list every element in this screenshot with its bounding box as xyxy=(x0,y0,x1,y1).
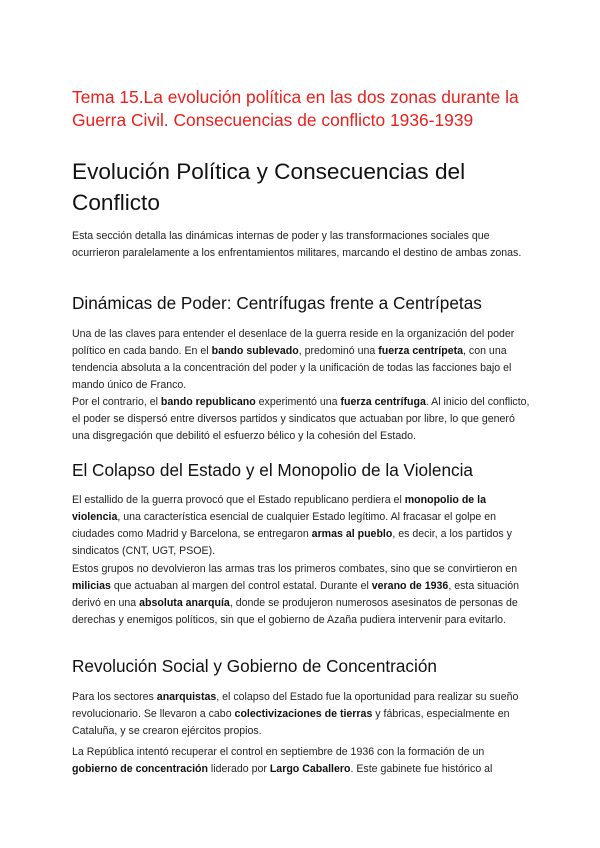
intro-paragraph: Esta sección detalla las dinámicas internas de poder y las transformaciones sociales que ocurrieron paralelamente a los enfrentamientos militares, marcando el destino de ambas zonas. xyxy=(72,230,522,259)
text-run: Una de las claves para entender el desenlace de la guerra reside en la organización del poder político en cada bando. En el xyxy=(72,328,515,357)
text-run: , el colapso del Estado fue la oportunidad para realizar su sueño revolucionario. Se llevaron a cabo xyxy=(72,691,519,720)
text-run: El estallido de la guerra provocó que el Estado republicano perdiera el xyxy=(72,494,405,506)
bold-text: milicias xyxy=(72,580,111,592)
paragraph xyxy=(72,326,532,394)
bold-text: verano de 1936 xyxy=(371,580,449,592)
text-run: , esta situación derivó en una xyxy=(72,580,519,609)
bold-text: bando sublevado xyxy=(211,345,299,357)
text-run: La República intentó recuperar el control en septiembre de 1936 con la formación de un xyxy=(72,746,485,758)
bold-text: bando republicano xyxy=(160,396,256,408)
bold-text: fuerza centrífuga xyxy=(340,396,426,408)
text-run: experimentó una xyxy=(255,396,341,408)
bold-text: monopolio de la violencia xyxy=(72,494,486,523)
paragraph xyxy=(72,561,532,629)
document-title: Tema 15.La evolución política en las dos zonas durante la Guerra Civil. Consecuencias de conflicto 1936-1939 xyxy=(72,87,519,130)
bold-text: Largo Caballero xyxy=(269,763,351,775)
bold-text: gobierno de concentración xyxy=(72,763,208,775)
text-run: , donde se produjeron numerosos asesinatos de personas de derechas y enemigos políticos, sin que el gobierno de Azaña pudiera intervenir para evitarlo. xyxy=(72,597,518,626)
bold-text: armas al pueblo xyxy=(311,528,393,540)
bold-text: colectivizaciones de tierras xyxy=(234,708,373,720)
paragraph xyxy=(72,492,532,560)
bold-text: absoluta anarquía xyxy=(139,597,230,609)
text-run: que actuaban al margen del control estatal. Durante el xyxy=(110,580,372,592)
text-run: , una característica esencial de cualquier Estado legítimo. Al fracasar el golpe en ciudades como Madrid y Barcelona, se entregaron xyxy=(72,511,496,540)
main-heading: Evolución Política y Consecuencias del Conflicto xyxy=(72,159,466,215)
paragraph xyxy=(72,394,532,445)
text-run: . Al inicio del conflicto, el poder se dispersó entre diversos partidos y sindicatos que actuaban por libre, lo que generó una disgregación que debilitó el esfuerzo bélico y la cohesión del Estado. xyxy=(72,396,530,442)
section-heading-estado: El Colapso del Estado y el Monopolio de la Violencia xyxy=(72,460,473,480)
section-heading-revolucion: Revolución Social y Gobierno de Concentración xyxy=(72,656,437,676)
text-run: , predominó una xyxy=(298,345,379,357)
paragraph xyxy=(72,744,532,778)
bold-text: fuerza centrípeta xyxy=(378,345,464,357)
text-run: Por el contrario, el xyxy=(72,396,161,408)
text-run: , con una tendencia absoluta a la concentración del poder y la unificación de todas las facciones bajo el mando único de Franco. xyxy=(72,345,512,391)
text-run: liderado por xyxy=(207,763,270,775)
bold-text: anarquistas xyxy=(156,691,217,703)
text-run: Estos grupos no devolvieron las armas tras los primeros combates, sino que se convirtieron en xyxy=(72,563,518,575)
text-run: Para los sectores xyxy=(72,691,157,703)
text-run: . Este gabinete fue histórico al xyxy=(350,763,493,775)
section-heading-poder: Dinámicas de Poder: Centrífugas frente a Centrípetas xyxy=(72,293,482,313)
text-run: y fábricas, especialmente en Cataluña, y se crearon ejércitos propios. xyxy=(72,708,510,737)
paragraph xyxy=(72,689,532,740)
text-run: , es decir, a los partidos y sindicatos (CNT, UGT, PSOE). xyxy=(72,528,512,557)
